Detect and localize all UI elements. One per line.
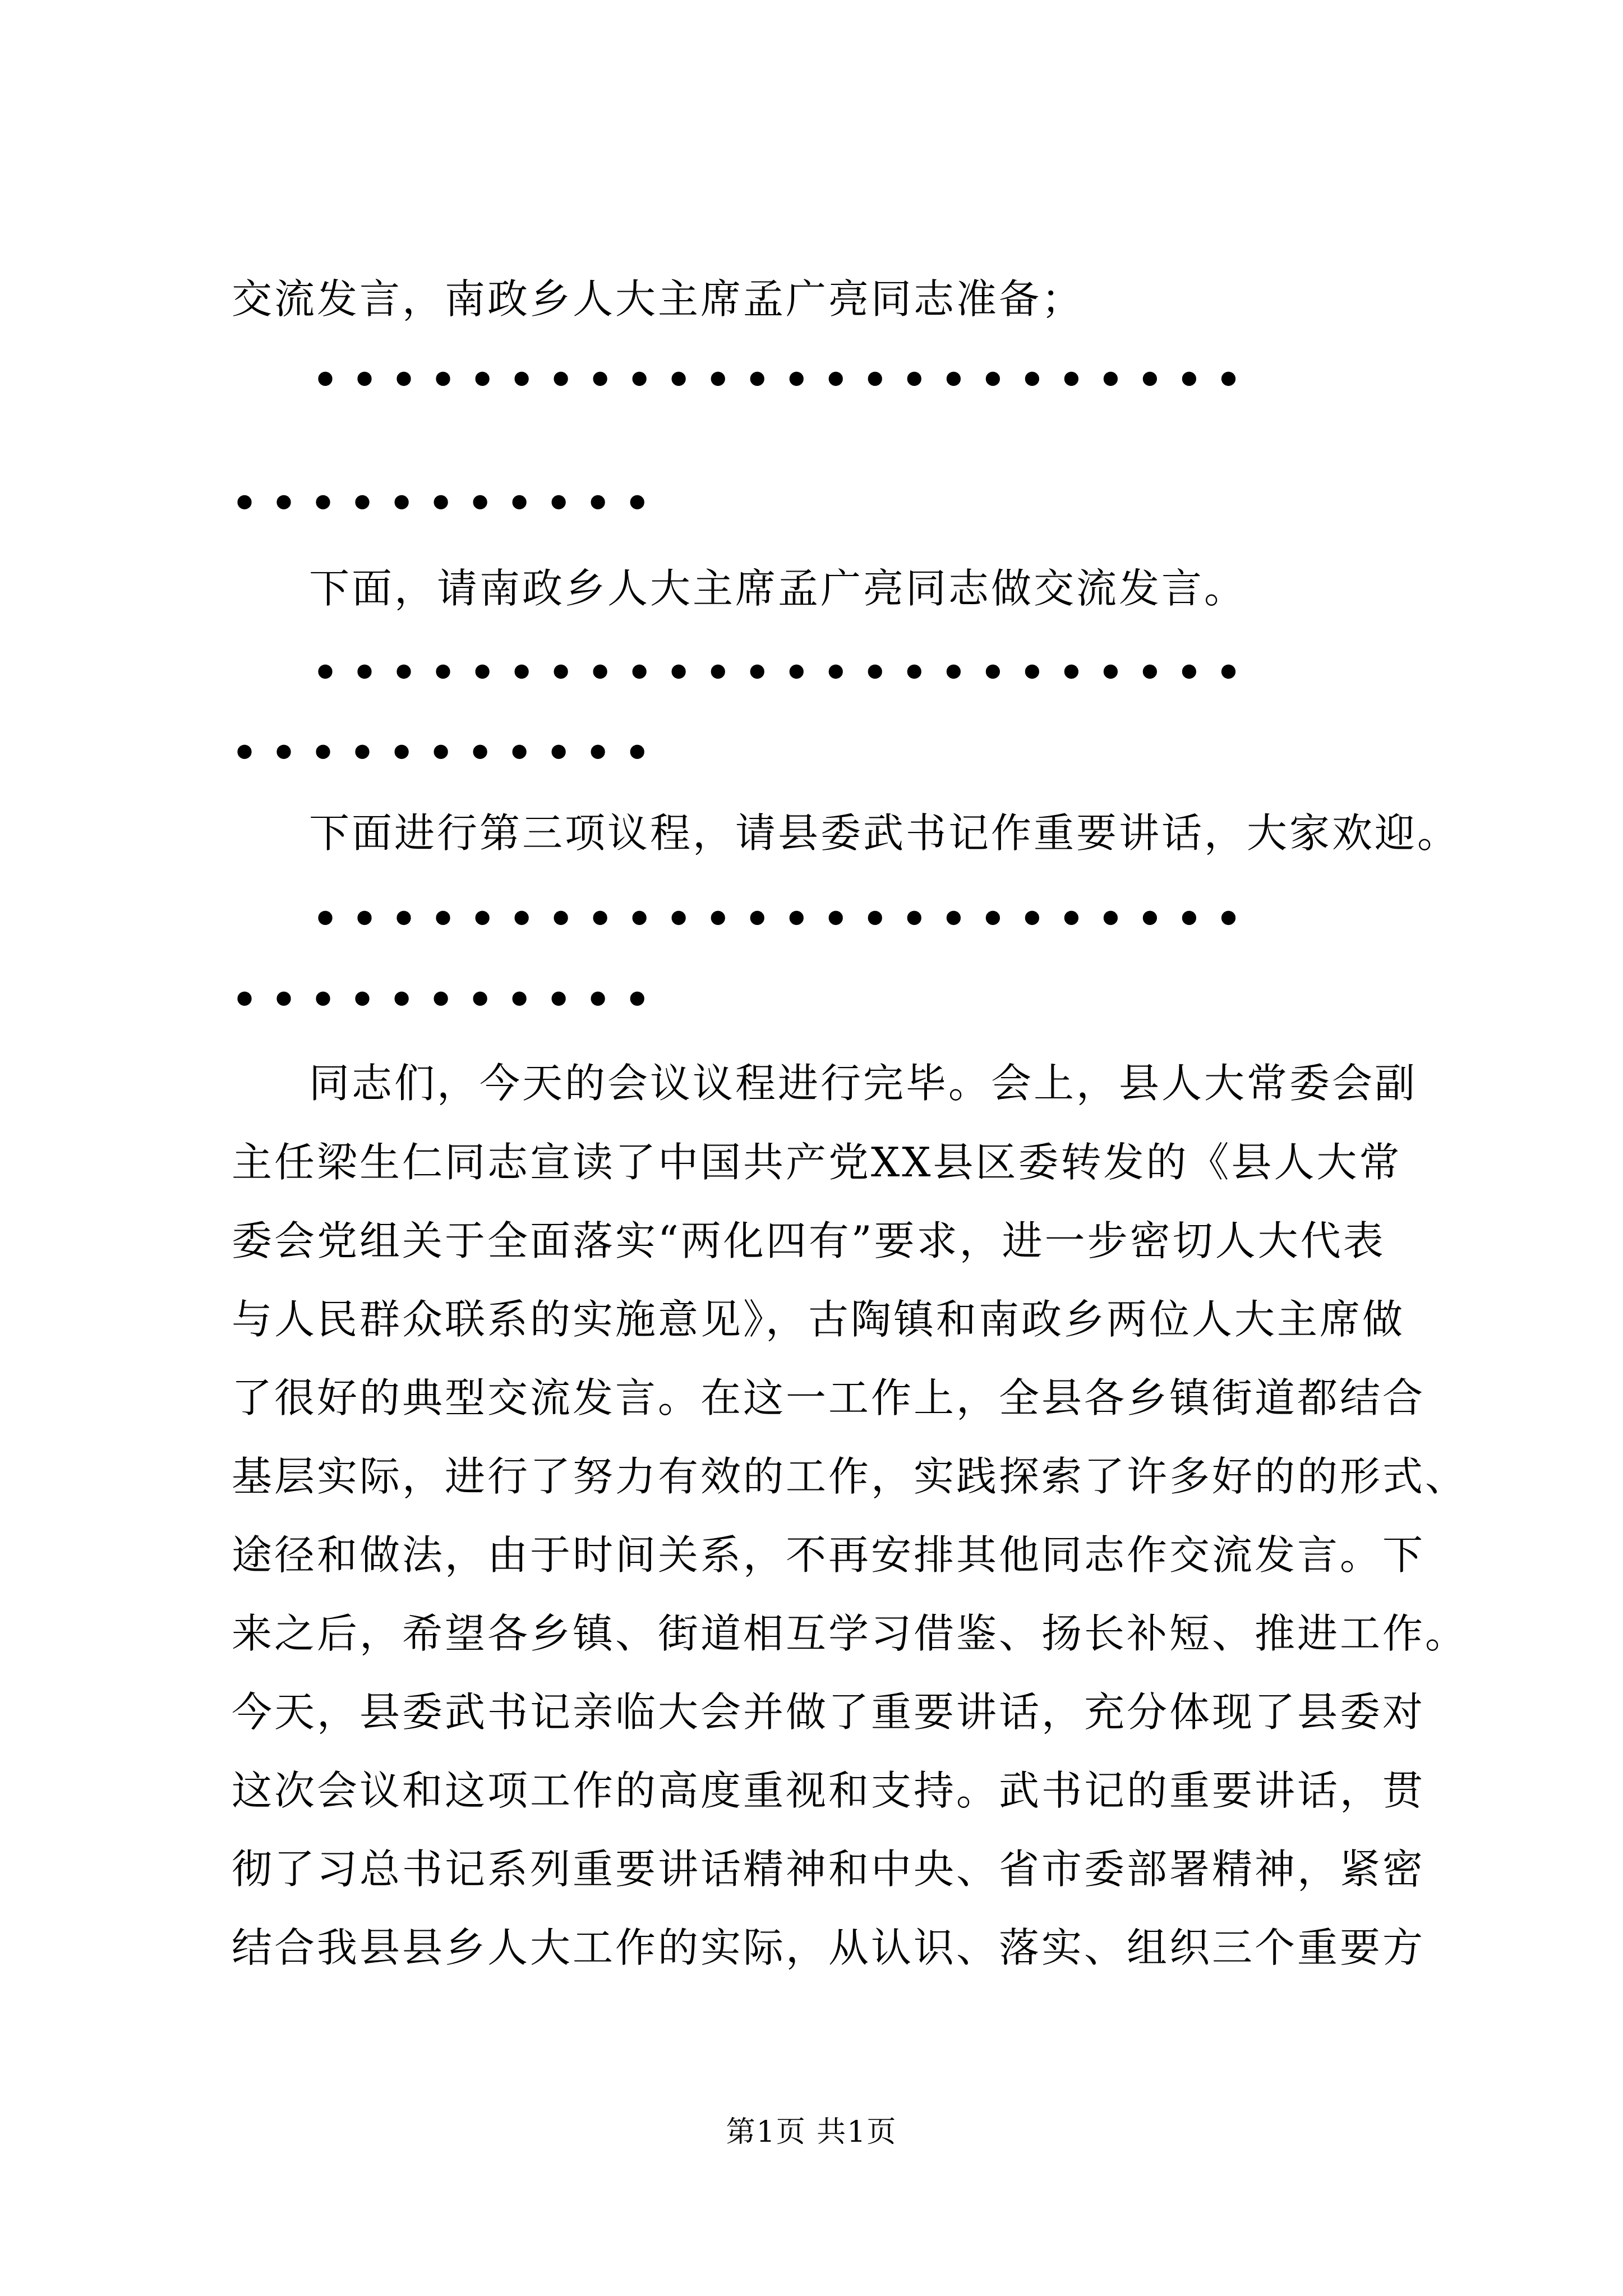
text-line: 彻了习总书记系列重要讲话精神和中央、省市委部署精神，紧密 (232, 1846, 1426, 1893)
text-line: 下面进行第三项议程，请县委武书记作重要讲话，大家欢迎。 (309, 809, 1460, 857)
text-line: 基层实际，进行了努力有效的工作，实践探索了许多好的的形式、 (232, 1453, 1468, 1500)
ellipsis-dots: ••••••••••• (232, 729, 664, 776)
ellipsis-dots: ••••••••••• (232, 479, 664, 527)
text-line: 今天，县委武书记亲临大会并做了重要讲话，充分体现了县委对 (232, 1688, 1426, 1736)
text-line: 下面，请南政乡人大主席孟广亮同志做交流发言。 (309, 565, 1247, 612)
text-line: 与人民群众联系的实施意见》，古陶镇和南政乡两位人大主席做 (232, 1296, 1405, 1343)
text-line: 交流发言，南政乡人大主席孟广亮同志准备； (232, 275, 1085, 323)
text-line: 了很好的典型交流发言。在这一工作上，全县各乡镇街道都结合 (232, 1374, 1426, 1421)
text-line: 同志们，今天的会议议程进行完毕。会上，县人大常委会副 (309, 1060, 1418, 1107)
text-line: 这次会议和这项工作的高度重视和支持。武书记的重要讲话，贯 (232, 1767, 1426, 1814)
text-line: 途径和做法，由于时间关系，不再安排其他同志作交流发言。下 (232, 1531, 1426, 1579)
text-line: 主任梁生仁同志宣读了中国共产党XX县区委转发的《县人大常 (232, 1139, 1402, 1186)
text-line: 委会党组关于全面落实“两化四有”要求，进一步密切人大代表 (232, 1217, 1386, 1264)
ellipsis-dots: •••••••••••••••••••••••• (312, 356, 1255, 403)
text-line: 结合我县县乡人大工作的实际，从认识、落实、组织三个重要方 (232, 1924, 1426, 1971)
ellipsis-dots: •••••••••••••••••••••••• (312, 648, 1255, 696)
ellipsis-dots: •••••••••••••••••••••••• (312, 895, 1255, 942)
text-line: 来之后，希望各乡镇、街道相互学习借鉴、扬长补短、推进工作。 (232, 1610, 1468, 1657)
ellipsis-dots: ••••••••••• (232, 976, 664, 1023)
page-footer: 第1页 共1页 (726, 2115, 897, 2149)
